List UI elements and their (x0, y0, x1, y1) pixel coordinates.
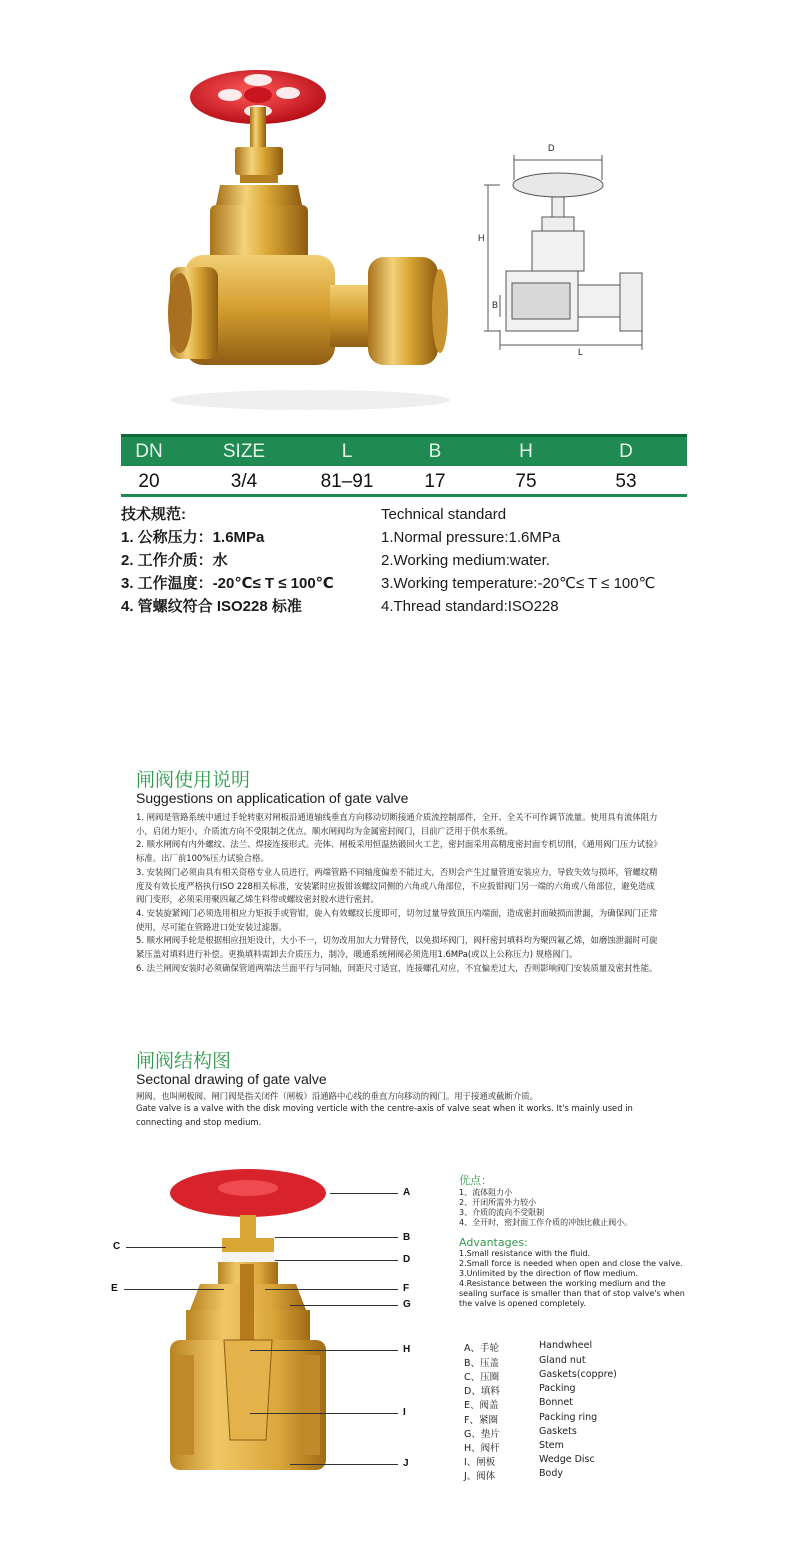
spec-header-h: H (519, 441, 533, 462)
dim-label-b: B (492, 300, 499, 310)
dim-label-l: L (578, 347, 584, 357)
tech-cn-item: 2. 工作介质：水 (121, 552, 228, 569)
callout-d: D (403, 1254, 411, 1265)
advantage-en-item: 2.Small force is needed when open and close the valve. (459, 1259, 683, 1268)
dimension-diagram (470, 145, 670, 360)
tech-cn-item: 4. 管螺纹符合 ISO228 标准 (121, 598, 302, 615)
part-cn: G、垫片 (464, 1429, 500, 1440)
structure-title-en: Sectonal drawing of gate valve (136, 1071, 327, 1087)
spec-value-size: 3/4 (230, 471, 258, 492)
advantage-en-item: 1.Small resistance with the fluid. (459, 1249, 591, 1258)
tech-en-item: 2.Working medium:water. (381, 552, 550, 569)
part-cn: J、阀体 (464, 1471, 496, 1482)
part-cn: C、压圈 (464, 1372, 500, 1383)
advantages-en-title: Advantages: (459, 1236, 528, 1249)
part-en: Packing (539, 1383, 576, 1394)
tech-standard-cn (121, 503, 381, 618)
callout-i: I (403, 1407, 406, 1418)
usage-paragraph: 4. 安装旋紧阀门必须选用相应力矩扳手或管钳，旋入有效螺纹长度即可，切勿过量导致顶压内端面，造成密封面破损而泄漏，为确保阀门正常使用，尽可能在管路进口处安装过滤器。 (136, 907, 658, 932)
callout-line-a (330, 1193, 398, 1194)
spec-header-b: B (428, 441, 442, 462)
callout-line-h (250, 1350, 398, 1351)
spec-value-l: 81–91 (320, 471, 374, 492)
product-photo (150, 55, 460, 420)
parts-list (464, 1340, 684, 1490)
callout-c: C (113, 1241, 121, 1252)
callout-line-e (124, 1289, 224, 1290)
tech-en-title: Technical standard (381, 506, 507, 523)
advantages-cn-title: 优点： (459, 1174, 492, 1187)
part-cn: B、压盖 (464, 1358, 500, 1369)
advantages-cn (459, 1172, 689, 1228)
part-en: Body (539, 1468, 563, 1479)
callout-line-d (275, 1260, 398, 1261)
spec-header-size: SIZE (222, 441, 266, 462)
part-cn: I、闸板 (464, 1457, 496, 1468)
part-en: Gland nut (539, 1355, 586, 1366)
advantages-en (459, 1236, 689, 1309)
callout-line-f (265, 1289, 398, 1290)
tech-cn-item: 3. 工作温度：-20℃≤ T ≤ 100℃ (121, 575, 334, 592)
spec-header-dn: DN (135, 441, 163, 462)
advantage-en-item: 3.Unlimited by the direction of flow medium. (459, 1269, 639, 1278)
part-en: Gaskets(coppre) (539, 1369, 617, 1380)
spec-header-d: D (619, 441, 633, 462)
part-cn: D、填料 (464, 1386, 500, 1397)
callout-line-j (290, 1464, 398, 1465)
callout-a: A (403, 1187, 411, 1198)
callout-e: E (111, 1283, 118, 1294)
usage-paragraphs (136, 811, 658, 975)
callout-g: G (403, 1299, 411, 1310)
callout-line-i (250, 1413, 398, 1414)
part-en: Handwheel (539, 1340, 593, 1351)
callout-f: F (403, 1283, 410, 1294)
usage-paragraph: 1. 闸阀是管路系统中通过手轮转驱对闸板沿通道轴线垂直方向移动切断接通介质流控制部件，全开、全关不可作调节流量。使用具有流体阻力小，启闭力矩小，介质流方向不受限制之优点。顺水闸阀均为金属密封阀门，目前广泛用于供水系统。 (136, 812, 658, 836)
tech-standard-en (381, 503, 681, 618)
usage-paragraph: 5. 顺水闸阀手轮是根据相应扭矩设计，大小不一，切勿改用加大力臂替代，以免损坏阀门，阀杆密封填料均为聚四氟乙烯，如磨蚀泄漏时可旋紧压盖对填料进行补偿。更换填料需卸去介质压力，制冷，暖通系统闸阀必须选用1.6MPa(或以上公称压力) 规格阀门。 (136, 935, 658, 960)
part-cn: A、手轮 (464, 1343, 499, 1354)
spec-value-b: 17 (424, 471, 446, 492)
part-cn: H、阀杆 (464, 1443, 500, 1454)
callout-b: B (403, 1232, 411, 1243)
dim-label-d: D (548, 143, 555, 153)
tech-en-item: 1.Normal pressure:1.6MPa (381, 529, 561, 546)
advantage-cn-item: 3、介质的流向不受限制 (459, 1208, 545, 1217)
sectional-drawing (160, 1160, 340, 1480)
part-en: Gaskets (539, 1426, 577, 1437)
dim-label-h: H (478, 233, 485, 243)
part-en: Packing ring (539, 1412, 598, 1423)
part-cn: E、阀盖 (464, 1400, 499, 1411)
part-cn: F、紧圈 (464, 1415, 498, 1426)
callout-h: H (403, 1344, 411, 1355)
tech-en-item: 4.Thread standard:ISO228 (381, 598, 559, 615)
callout-line-g (290, 1305, 398, 1306)
usage-title-cn: 闸阀使用说明 (136, 769, 251, 791)
usage-title-en: Suggestions on applicatication of gate valve (136, 790, 409, 806)
spec-value-d: 53 (615, 471, 637, 492)
spec-value-dn: 20 (138, 471, 160, 492)
advantage-en-item: 4.Resistance between the working medium and the sealing surface is smaller than that of stop valve's when the valve is opened completely. (459, 1279, 685, 1308)
part-en: Wedge Disc (539, 1454, 595, 1465)
usage-paragraph: 6. 法兰闸阀安装时必须确保管道两端法兰面平行与同轴，间距尺寸适宜，连接螺孔对应，不宜偏差过大，否则影响阀门安装质量及密封性能。 (136, 962, 658, 973)
structure-desc-cn: 闸阀，也叫闸板阀、闸门阀是指关闭件（闸板）沿通路中心线的垂直方向移动的阀门。用于接通或截断介质。 (136, 1091, 538, 1101)
tech-cn-title: 技术规范: (121, 506, 186, 523)
spec-header-l: L (341, 441, 353, 462)
spec-value-h: 75 (515, 471, 537, 492)
part-en: Bonnet (539, 1397, 573, 1408)
advantage-cn-item: 1、流体阻力小 (459, 1188, 513, 1197)
structure-title-cn: 闸阀结构图 (136, 1050, 232, 1072)
usage-paragraph: 2. 顺水闸阀有内外螺纹、法兰、焊接连接形式。壳体、闸板采用恒温热锻回火工艺，密封面采用高精度密封面专机切削，《通用阀门压力试验》标准。出厂前100%压力试验合格。 (136, 839, 658, 864)
callout-line-c (126, 1247, 226, 1248)
advantage-cn-item: 4、全开时，密封面工作介质的冲蚀比截止阀小。 (459, 1218, 633, 1227)
tech-en-item: 3.Working temperature:-20℃≤ T ≤ 100℃ (381, 575, 656, 592)
callout-line-b (275, 1237, 398, 1238)
tech-cn-item: 1. 公称压力：1.6MPa (121, 529, 265, 546)
structure-desc-en: Gate valve is a valve with the disk moving verticle with the centre-axis of valve seat when it works. It's mainly used in connecting and stop medium. (136, 1103, 633, 1127)
advantage-cn-item: 2、开闭所需外力较小 (459, 1198, 537, 1207)
part-en: Stem (539, 1440, 564, 1451)
usage-paragraph: 3. 安装阀门必须由具有相关资格专业人员进行，两端管路不同轴度偏差不能过大，否则会产生过量管道安装应力，导致失效与损坏，管螺纹精度及有效长度严格执行ISO 228相关标准，安装紧时应扳钳该螺纹同侧的六角或八角部位，不应扳钳阀门另一端的六角或八角部位，避免造成阀门变形，必须采用聚四氟乙烯生料带或螺纹密封胶水进行密封。 (136, 866, 658, 905)
spec-table-rule (121, 494, 687, 497)
callout-j: J (403, 1458, 409, 1469)
